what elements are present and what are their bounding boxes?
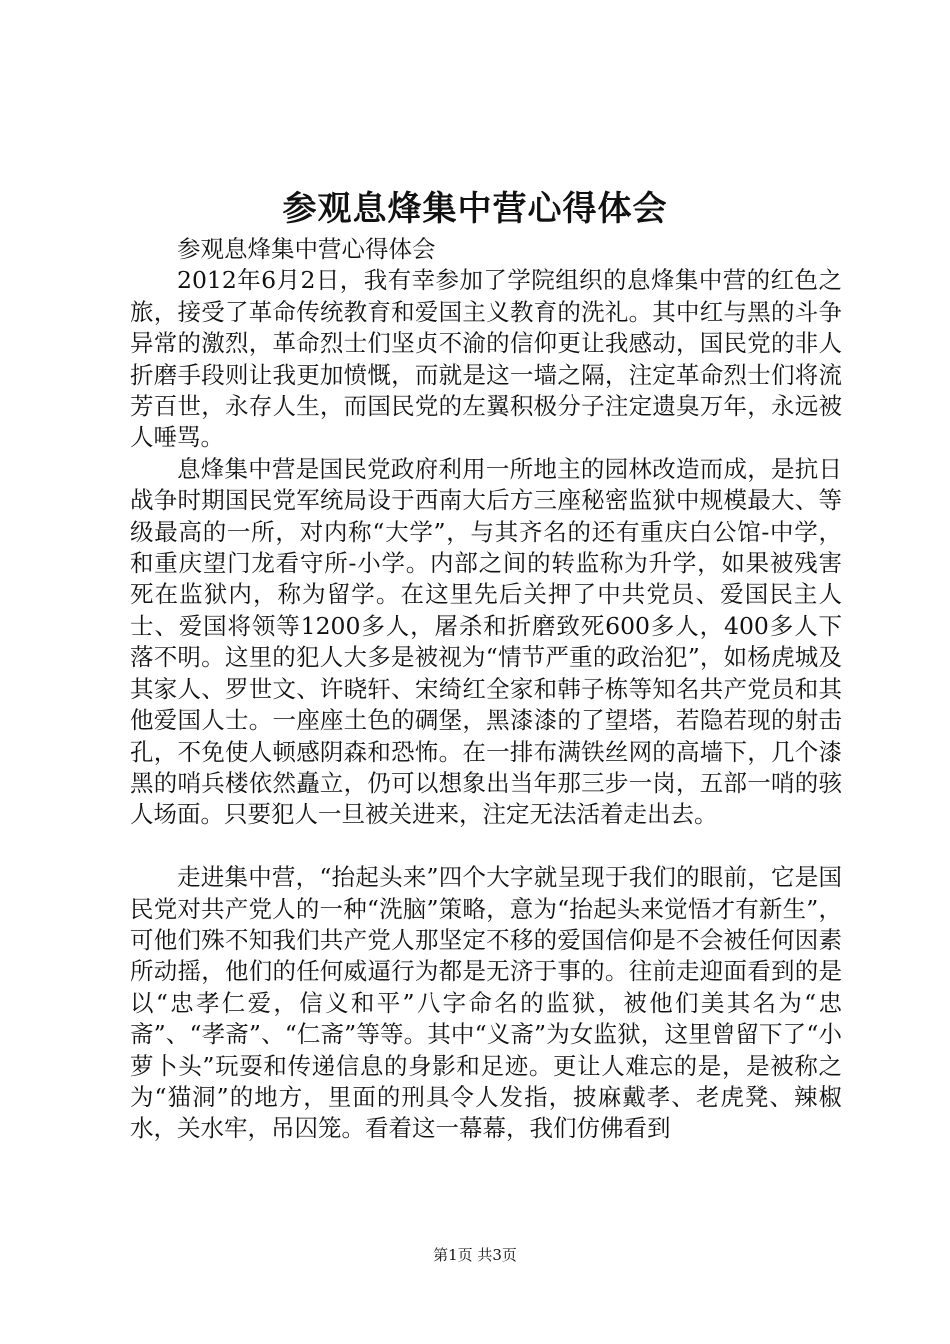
document-title: 参观息烽集中营心得体会: [282, 189, 668, 229]
paragraph: 2012年6月2日，我有幸参加了学院组织的息烽集中营的红色之旅，接受了革命传统教育和爱国主义教育的洗礼。其中红与黑的斗争异常的激烈，革命烈士们坚贞不渝的信仰更让我感动，国民党的非人折磨手段则让我更加愤慨，而就是这一墙之隔，注定革命烈士们将流芳百世，永存人生，而国民党的左翼积极分子注定遗臭万年，永远被人唾骂。: [130, 266, 842, 452]
document-body: [130, 234, 842, 1145]
paragraph: 走进集中营，“抬起头来”四个大字就呈现于我们的眼前，它是国民党对共产党人的一种“洗脑”策略，意为“抬起头来觉悟才有新生”，可他们殊不知我们共产党人那坚定不移的爱国信仰是不会被任何因素所动摇，他们的任何威逼行为都是无济于事的。往前走迎面看到的是以“忠孝仁爱，信义和平”八字命名的监狱，被他们美其名为“忠斋”、“孝斋”、“仁斋”等等。其中“义斋”为女监狱，这里曾留下了“小萝卜头”玩耍和传递信息的身影和足迹。更让人难忘的是，是被称之为“猫洞”的地方，里面的刑具令人发指，披麻戴孝、老虎凳、辣椒水，关水牢，吊囚笼。看着这一幕幕，我们仿佛看到: [130, 863, 842, 1143]
paragraph: 息烽集中营是国民党政府利用一所地主的园林改造而成，是抗日战争时期国民党军统局设于西南大后方三座秘密监狱中规模最大、等级最高的一所，对内称“大学”，与其齐名的还有重庆白公馆-中学，和重庆望门龙看守所-小学。内部之间的转监称为升学，如果被残害死在监狱内，称为留学。在这里先后关押了中共党员、爱国民主人士、爱国将领等1200多人，屠杀和折磨致死600多人，400多人下落不明。这里的犯人大多是被视为“情节严重的政治犯”，如杨虎城及其家人、罗世文、许晓轩、宋绮红全家和韩子栋等知名共产党员和其他爱国人士。一座座土色的碉堡，黑漆漆的了望塔，若隐若现的射击孔，不免使人顿感阴森和恐怖。在一排布满铁丝网的高墙下，几个漆黑的哨兵楼依然矗立，仍可以想象出当年那三步一岗，五部一哨的骇人场面。只要犯人一旦被关进来，注定无法活着走出去。: [130, 454, 842, 829]
page-number-footer: 第1页 共3页: [433, 1246, 517, 1264]
paragraph-subtitle: 参观息烽集中营心得体会: [177, 235, 436, 263]
